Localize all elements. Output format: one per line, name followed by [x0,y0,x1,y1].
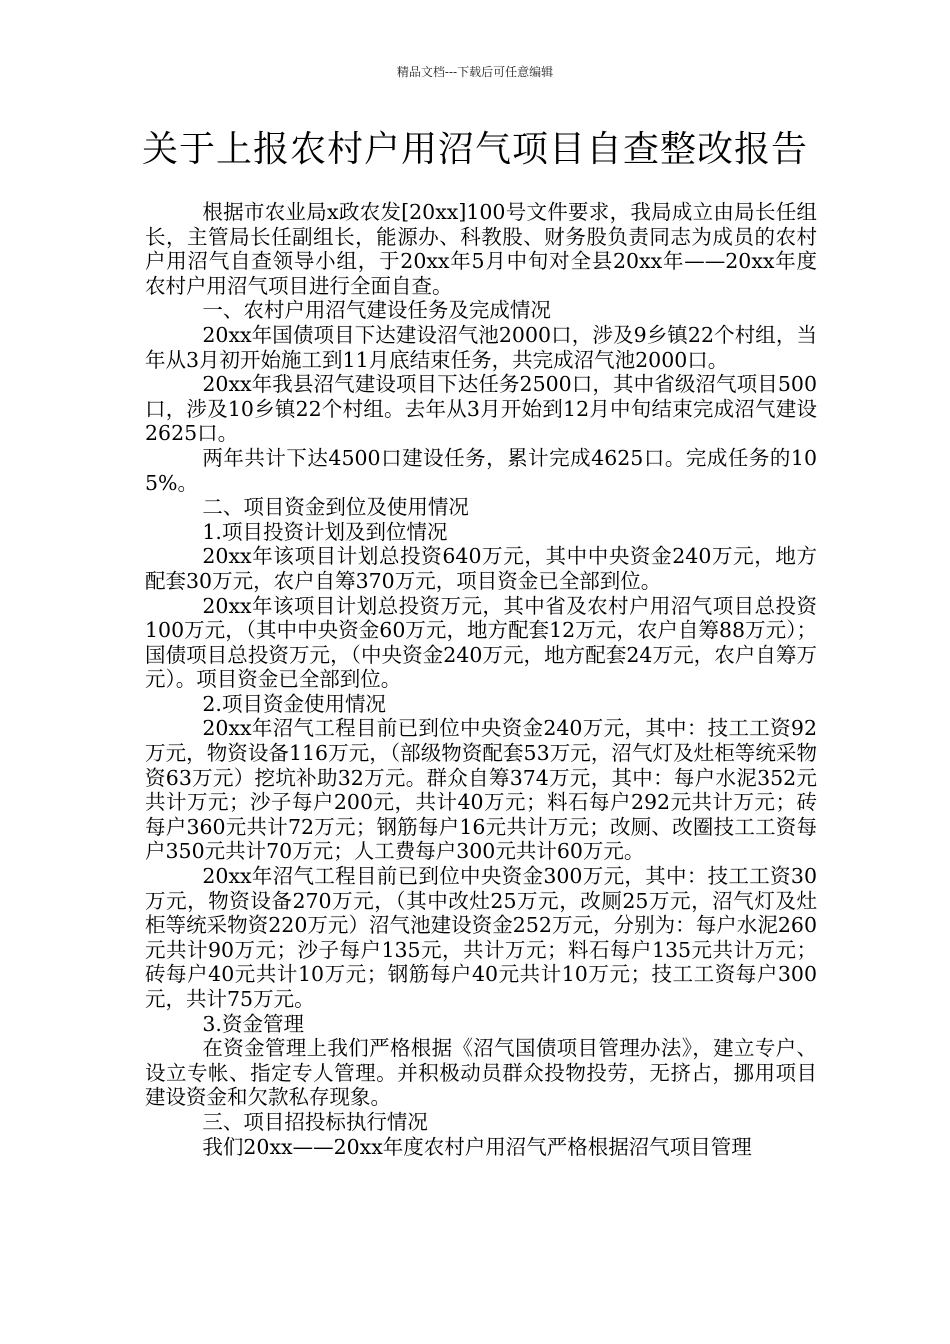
section-heading-1: 一、农村户用沼气建设任务及完成情况 [202,298,551,323]
paragraph: 20xx年该项目计划总投资万元，其中省及农村户用沼气项目总投资100万元，（其中中央资金60万元，地方配套12万元，农户自筹88万元）；国债项目总投资万元，（中央资金240万元，地方配套24万元，农户自筹万元）。项目资金已全部到位。 [145,593,817,692]
paragraph-intro: 根据市农业局x政农发[20xx]100号文件要求，我局成立由局长任组长，主管局长任副组长，能源办、科教股、财务股负责同志为成员的农村户用沼气自查领导小组，于20xx年5月中旬对全县20xx年——20xx年度农村户用沼气项目进行全面自查。 [145,200,817,298]
paragraph: 两年共计下达4500口建设任务，累计完成4625口。完成任务的105%。 [145,445,817,495]
paragraph: 在资金管理上我们严格根据《沼气国债项目管理办法》，建立专户、设立专帐、指定专人管理。并积极动员群众投物投劳，无挤占，挪用项目建设资金和欠款私存现象。 [145,1036,817,1110]
paragraph: 我们20xx——20xx年度农村户用沼气严格根据沼气项目管理 [202,1134,752,1159]
paragraph: 20xx年我县沼气建设项目下达任务2500口，其中省级沼气项目500口，涉及10乡镇22个村组。去年从3月开始到12月中旬结束完成沼气建设2625口。 [145,372,817,446]
paragraph: 20xx年该项目计划总投资640万元，其中中央资金240万元，地方配套30万元，农户自筹370万元，项目资金已全部到位。 [145,544,817,593]
subsection-heading-3: 3.资金管理 [202,1011,304,1036]
header-note: 精品文档---下载后可任意编辑 [396,65,554,79]
section-heading-2: 二、项目资金到位及使用情况 [202,495,469,520]
paragraph: 20xx年国债项目下达建设沼气池2000口，涉及9乡镇22个村组，当年从3月初开始施工到11月底结束任务，共完成沼气池2000口。 [145,322,817,372]
subsection-heading-2: 2.项目资金使用情况 [202,691,386,716]
section-heading-3: 三、项目招投标执行情况 [202,1109,428,1134]
subsection-heading-1: 1.项目投资计划及到位情况 [202,519,448,544]
document-title: 关于上报农村户用沼气项目自查整改报告 [141,129,808,170]
paragraph: 20xx年沼气工程目前已到位中央资金240万元，其中：技工工资92万元，物资设备116万元，（部级物资配套53万元，沼气灯及灶柜等统采物资63万元）挖坑补助32万元。群众自筹374万元，其中：每户水泥352元共计万元；沙子每户200元，共计40万元；料石每户292元共计万元；砖每户360元共计72万元；钢筋每户16元共计万元；改厕、改圈技工工资每户350元共计70万元；人工费每户300元共计60万元。 [145,716,817,864]
document-body [145,200,817,1159]
paragraph: 20xx年沼气工程目前已到位中央资金300万元，其中：技工工资30万元，物资设备270万元，（其中改灶25万元，改厕25万元，沼气灯及灶柜等统采物资220万元）沼气池建设资金252万元，分别为：每户水泥260元共计90万元；沙子每户135元，共计万元；料石每户135元共计万元；砖每户40元共计10万元；钢筋每户40元共计10万元；技工工资每户300元，共计75万元。 [145,864,817,1011]
